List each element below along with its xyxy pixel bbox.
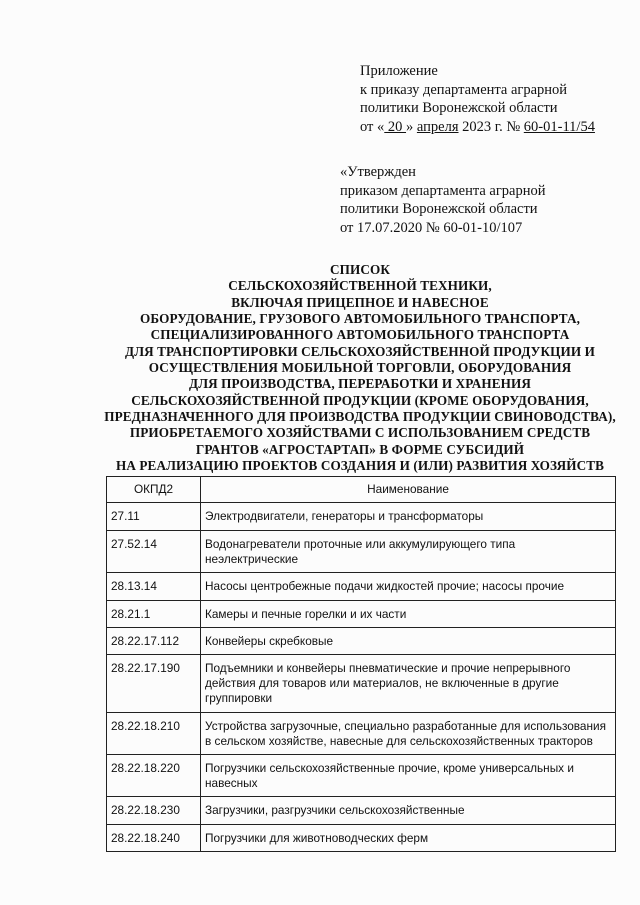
annex-line: политики Воронежской области — [360, 100, 558, 116]
header-name: Наименование — [201, 477, 616, 503]
annex-line: к приказу департамента аграрной — [360, 81, 568, 98]
table-row — [107, 825, 616, 852]
row-code: 28.21.1 — [107, 601, 201, 628]
table-row — [107, 797, 616, 825]
row-name: Водонагреватели проточные или аккумулирующего типа неэлектрические — [201, 531, 616, 573]
annex-header — [360, 62, 630, 136]
annex-date-line — [360, 118, 630, 137]
row-name: Камеры и печные горелки и их части — [201, 601, 616, 628]
row-code: 27.52.14 — [107, 531, 201, 573]
title-line: ПРИОБРЕТАЕМОГО ХОЗЯЙСТВАМИ С ИСПОЛЬЗОВАНИЕМ СРЕДСТВ — [129, 425, 591, 441]
annex-date-prefix: от « — [360, 118, 385, 135]
title-line: СЕЛЬСКОХОЗЯЙСТВЕННОЙ ТЕХНИКИ, — [228, 278, 492, 294]
approval-line: приказом департамента аграрной — [340, 182, 546, 199]
row-name: Подъемники и конвейеры пневматические и прочие непрерывного действия для товаров или материалов, не включенные в другие группировки — [201, 655, 616, 713]
title-line: ОБОРУДОВАНИЕ, ГРУЗОВОГО АВТОМОБИЛЬНОГО ТРАНСПОРТА, — [140, 311, 580, 327]
table-row — [107, 655, 616, 713]
title-line: ПРЕДНАЗНАЧЕННОГО ДЛЯ ПРОИЗВОДСТВА ПРОДУКЦИИ СВИНОВОДСТВА), — [104, 409, 616, 425]
table-row — [107, 713, 616, 755]
row-name: Погрузчики сельскохозяйственные прочие, кроме универсальных и навесных — [201, 755, 616, 797]
annex-order-number: 60-01-11/54 — [523, 118, 595, 135]
row-name: Насосы центробежные подачи жидкостей прочие; насосы прочие — [201, 573, 616, 601]
row-code: 27.11 — [107, 503, 201, 531]
row-name: Конвейеры скребковые — [201, 628, 616, 655]
approval-line: от 17.07.2020 № 60-01-10/107 — [340, 219, 523, 236]
title-line: НА РЕАЛИЗАЦИЮ ПРОЕКТОВ СОЗДАНИЯ И (ИЛИ) РАЗВИТИЯ ХОЗЯЙСТВ — [116, 458, 604, 474]
annex-date-month: апреля — [416, 118, 459, 135]
title-line: СПЕЦИАЛИЗИРОВАННОГО АВТОМОБИЛЬНОГО ТРАНСПОРТА — [150, 327, 570, 343]
row-name: Погрузчики для животноводческих ферм — [201, 825, 616, 852]
row-code: 28.22.18.220 — [107, 755, 201, 797]
row-name: Устройства загрузочные, специально разработанные для использования в сельском хозяйстве, навесные для сельскохозяйственных тракторов — [201, 713, 616, 755]
row-code: 28.22.18.230 — [107, 797, 201, 825]
table-row — [107, 531, 616, 573]
table-row — [107, 503, 616, 531]
title-line: ДЛЯ ПРОИЗВОДСТВА, ПЕРЕРАБОТКИ И ХРАНЕНИЯ — [189, 376, 531, 392]
title-line: ВКЛЮЧАЯ ПРИЦЕПНОЕ И НАВЕСНОЕ — [231, 294, 489, 310]
row-code: 28.22.17.190 — [107, 655, 201, 713]
row-code: 28.22.18.240 — [107, 825, 201, 852]
row-code: 28.22.18.210 — [107, 713, 201, 755]
title-line: ОСУЩЕСТВЛЕНИЯ МОБИЛЬНОЙ ТОРГОВЛИ, ОБОРУДОВАНИЯ — [148, 360, 572, 376]
approval-line: «Утвержден — [340, 164, 416, 180]
table-row — [107, 628, 616, 655]
title-line: СПИСОК — [330, 262, 390, 277]
header-okpd2: ОКПД2 — [107, 477, 201, 503]
annex-line: Приложение — [360, 63, 438, 79]
okpd2-table — [106, 476, 616, 852]
annex-date-year: 2023 г. № — [458, 118, 524, 135]
approval-block — [340, 163, 630, 237]
title-line: СЕЛЬСКОХОЗЯЙСТВЕННОЙ ПРОДУКЦИИ (КРОМЕ ОБОРУДОВАНИЯ, — [131, 392, 589, 408]
row-code: 28.13.14 — [107, 573, 201, 601]
row-name: Электродвигатели, генераторы и трансформаторы — [201, 503, 616, 531]
title-line: ГРАНТОВ «АГРОСТАРТАП» В ФОРМЕ СУБСИДИЙ — [195, 441, 525, 457]
annex-date-day: 20 — [384, 118, 407, 135]
annex-date-mid: » — [406, 118, 417, 135]
table-row — [107, 755, 616, 797]
row-name: Загрузчики, разгрузчики сельскохозяйственные — [201, 797, 616, 825]
approval-line: политики Воронежской области — [340, 201, 538, 217]
row-code: 28.22.17.112 — [107, 628, 201, 655]
title-line: ДЛЯ ТРАНСПОРТИРОВКИ СЕЛЬСКОХОЗЯЙСТВЕННОЙ ПРОДУКЦИИ И — [125, 343, 595, 359]
table-row — [107, 573, 616, 601]
table-row — [107, 601, 616, 628]
document-title — [60, 262, 640, 474]
table-header-row — [107, 477, 616, 503]
